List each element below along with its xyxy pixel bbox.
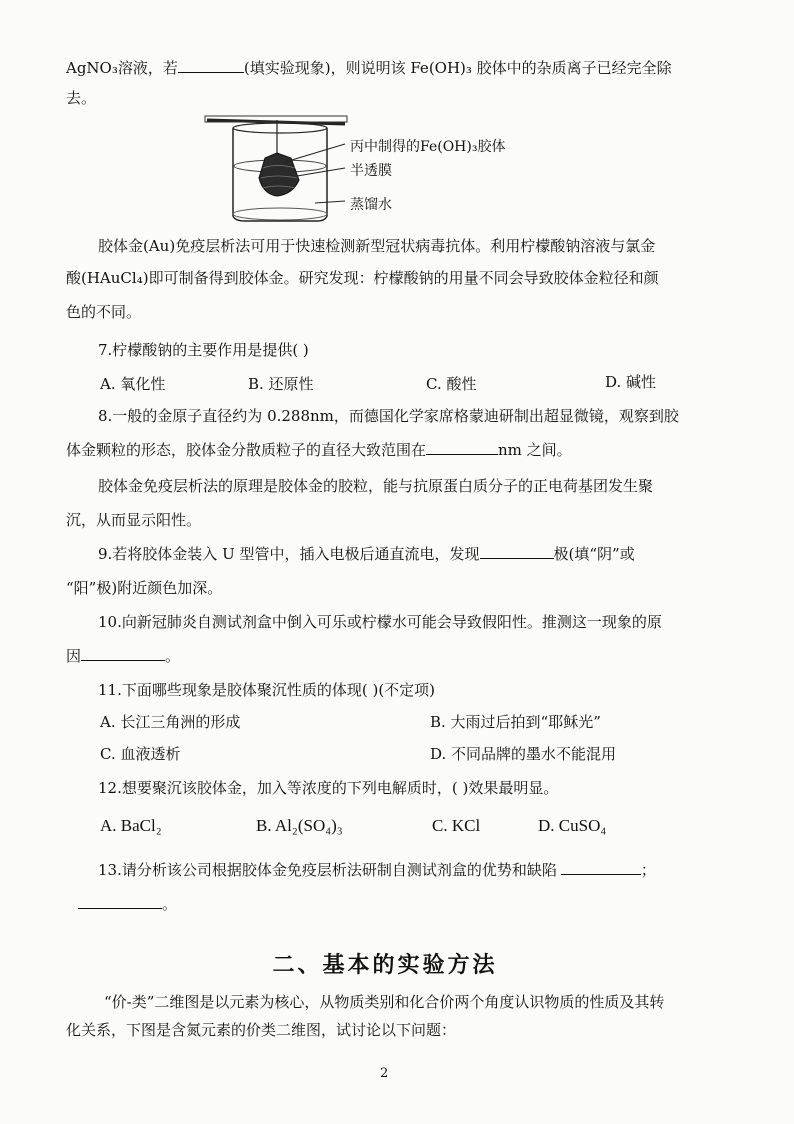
- text-line: 化关系，下图是含氮元素的价类二维图，试讨论以下问题：: [66, 1021, 457, 1039]
- text-fragment: 因: [66, 647, 82, 665]
- text-fragment: ；: [640, 861, 656, 879]
- text-fragment: 13.请分析该公司根据胶体金免疫层析法研制自测试剂盒的优势和缺陷: [98, 861, 557, 879]
- text-fragment: 。: [165, 647, 181, 665]
- text-line: “价-类”二维图是以元素为核心，从物质类别和化合价两个角度认识物质的性质及其转: [104, 993, 665, 1011]
- text-line: 去。: [66, 89, 97, 107]
- text-fragment: AgNO₃溶液，若: [66, 59, 178, 77]
- text-fragment: 。: [162, 895, 178, 913]
- text-fragment: nm 之间。: [498, 441, 572, 459]
- question-13: [98, 860, 656, 880]
- text-fragment: (填实验现象)，则说明该 Fe(OH)₃ 胶体中的杂质离子已经完全除: [243, 59, 672, 77]
- question-9: [98, 544, 635, 564]
- text-fragment: 极(填“阴”或: [553, 545, 635, 563]
- text-line: 胶体金免疫层析法的原理是胶体金的胶粒，能与抗原蛋白质分子的正电荷基团发生聚: [98, 477, 654, 495]
- page-number: 2: [380, 1066, 389, 1081]
- dialysis-figure: [195, 108, 555, 223]
- answer-blank[interactable]: [426, 440, 498, 455]
- text-line: 沉，从而显示阳性。: [66, 511, 202, 529]
- q12-option-a[interactable]: A. BaCl₂: [100, 816, 162, 835]
- text-line: 胶体金(Au)免疫层析法可用于快速检测新型冠状病毒抗体。利用柠檬酸钠溶液与氯金: [98, 237, 656, 255]
- q11-option-d[interactable]: D. 不同品牌的墨水不能混用: [430, 745, 617, 763]
- text-fragment: 9.若将胶体金装入 U 型管中，插入电极后通直流电，发现: [98, 545, 480, 563]
- text-line: 色的不同。: [66, 303, 142, 321]
- text-line: [66, 440, 572, 460]
- text-line: 酸(HAuCl₄)即可制备得到胶体金。研究发现：柠檬酸钠的用量不同会导致胶体金粒径和颜: [66, 269, 659, 287]
- figure-label-water: 蒸馏水: [350, 197, 392, 213]
- text-fragment: 体金颗粒的形态，胶体金分散质粒子的直径大致范围在: [66, 441, 427, 459]
- q7-option-c[interactable]: C. 酸性: [426, 375, 477, 393]
- question-8: 8.一般的金原子直径约为 0.288nm，而德国化学家席格蒙迪研制出超显微镜，观察到胶: [98, 407, 679, 425]
- section-title: 二、基本的实验方法: [272, 953, 498, 978]
- answer-blank[interactable]: [480, 544, 554, 559]
- answer-blank[interactable]: [78, 894, 162, 909]
- question-10: 10.向新冠肺炎自测试剂盒中倒入可乐或柠檬水可能会导致假阳性。推测这一现象的原: [98, 613, 662, 631]
- q12-option-c[interactable]: C. KCl: [432, 816, 481, 835]
- answer-blank[interactable]: [81, 646, 165, 661]
- q7-option-b[interactable]: B. 还原性: [248, 375, 314, 393]
- answer-blank[interactable]: [561, 860, 641, 875]
- q12-option-b[interactable]: B. Al₂(SO₄)₃: [256, 816, 343, 835]
- q11-option-c[interactable]: C. 血液透析: [100, 745, 181, 763]
- question-12: 12.想要聚沉该胶体金，加入等浓度的下列电解质时，( )效果最明显。: [98, 779, 559, 797]
- question-7: 7.柠檬酸钠的主要作用是提供( ): [98, 341, 309, 359]
- text-line: “阳”极)附近颜色加深。: [66, 579, 223, 597]
- q7-option-d[interactable]: D. 碱性: [605, 373, 657, 391]
- question-11: 11.下面哪些现象是胶体聚沉性质的体现( )(不定项): [98, 681, 436, 699]
- q11-option-b[interactable]: B. 大雨过后拍到“耶稣光”: [430, 713, 601, 731]
- text-line: [66, 58, 672, 78]
- q7-option-a[interactable]: A. 氧化性: [100, 375, 166, 393]
- q12-option-d[interactable]: D. CuSO₄: [538, 816, 607, 835]
- figure-label-membrane: 半透膜: [350, 163, 392, 179]
- answer-blank[interactable]: [178, 58, 244, 73]
- text-line: [66, 646, 180, 666]
- figure-label-colloid: 丙中制得的Fe(OH)₃胶体: [350, 139, 506, 155]
- text-line: [78, 894, 177, 914]
- q11-option-a[interactable]: A. 长江三角洲的形成: [100, 713, 241, 731]
